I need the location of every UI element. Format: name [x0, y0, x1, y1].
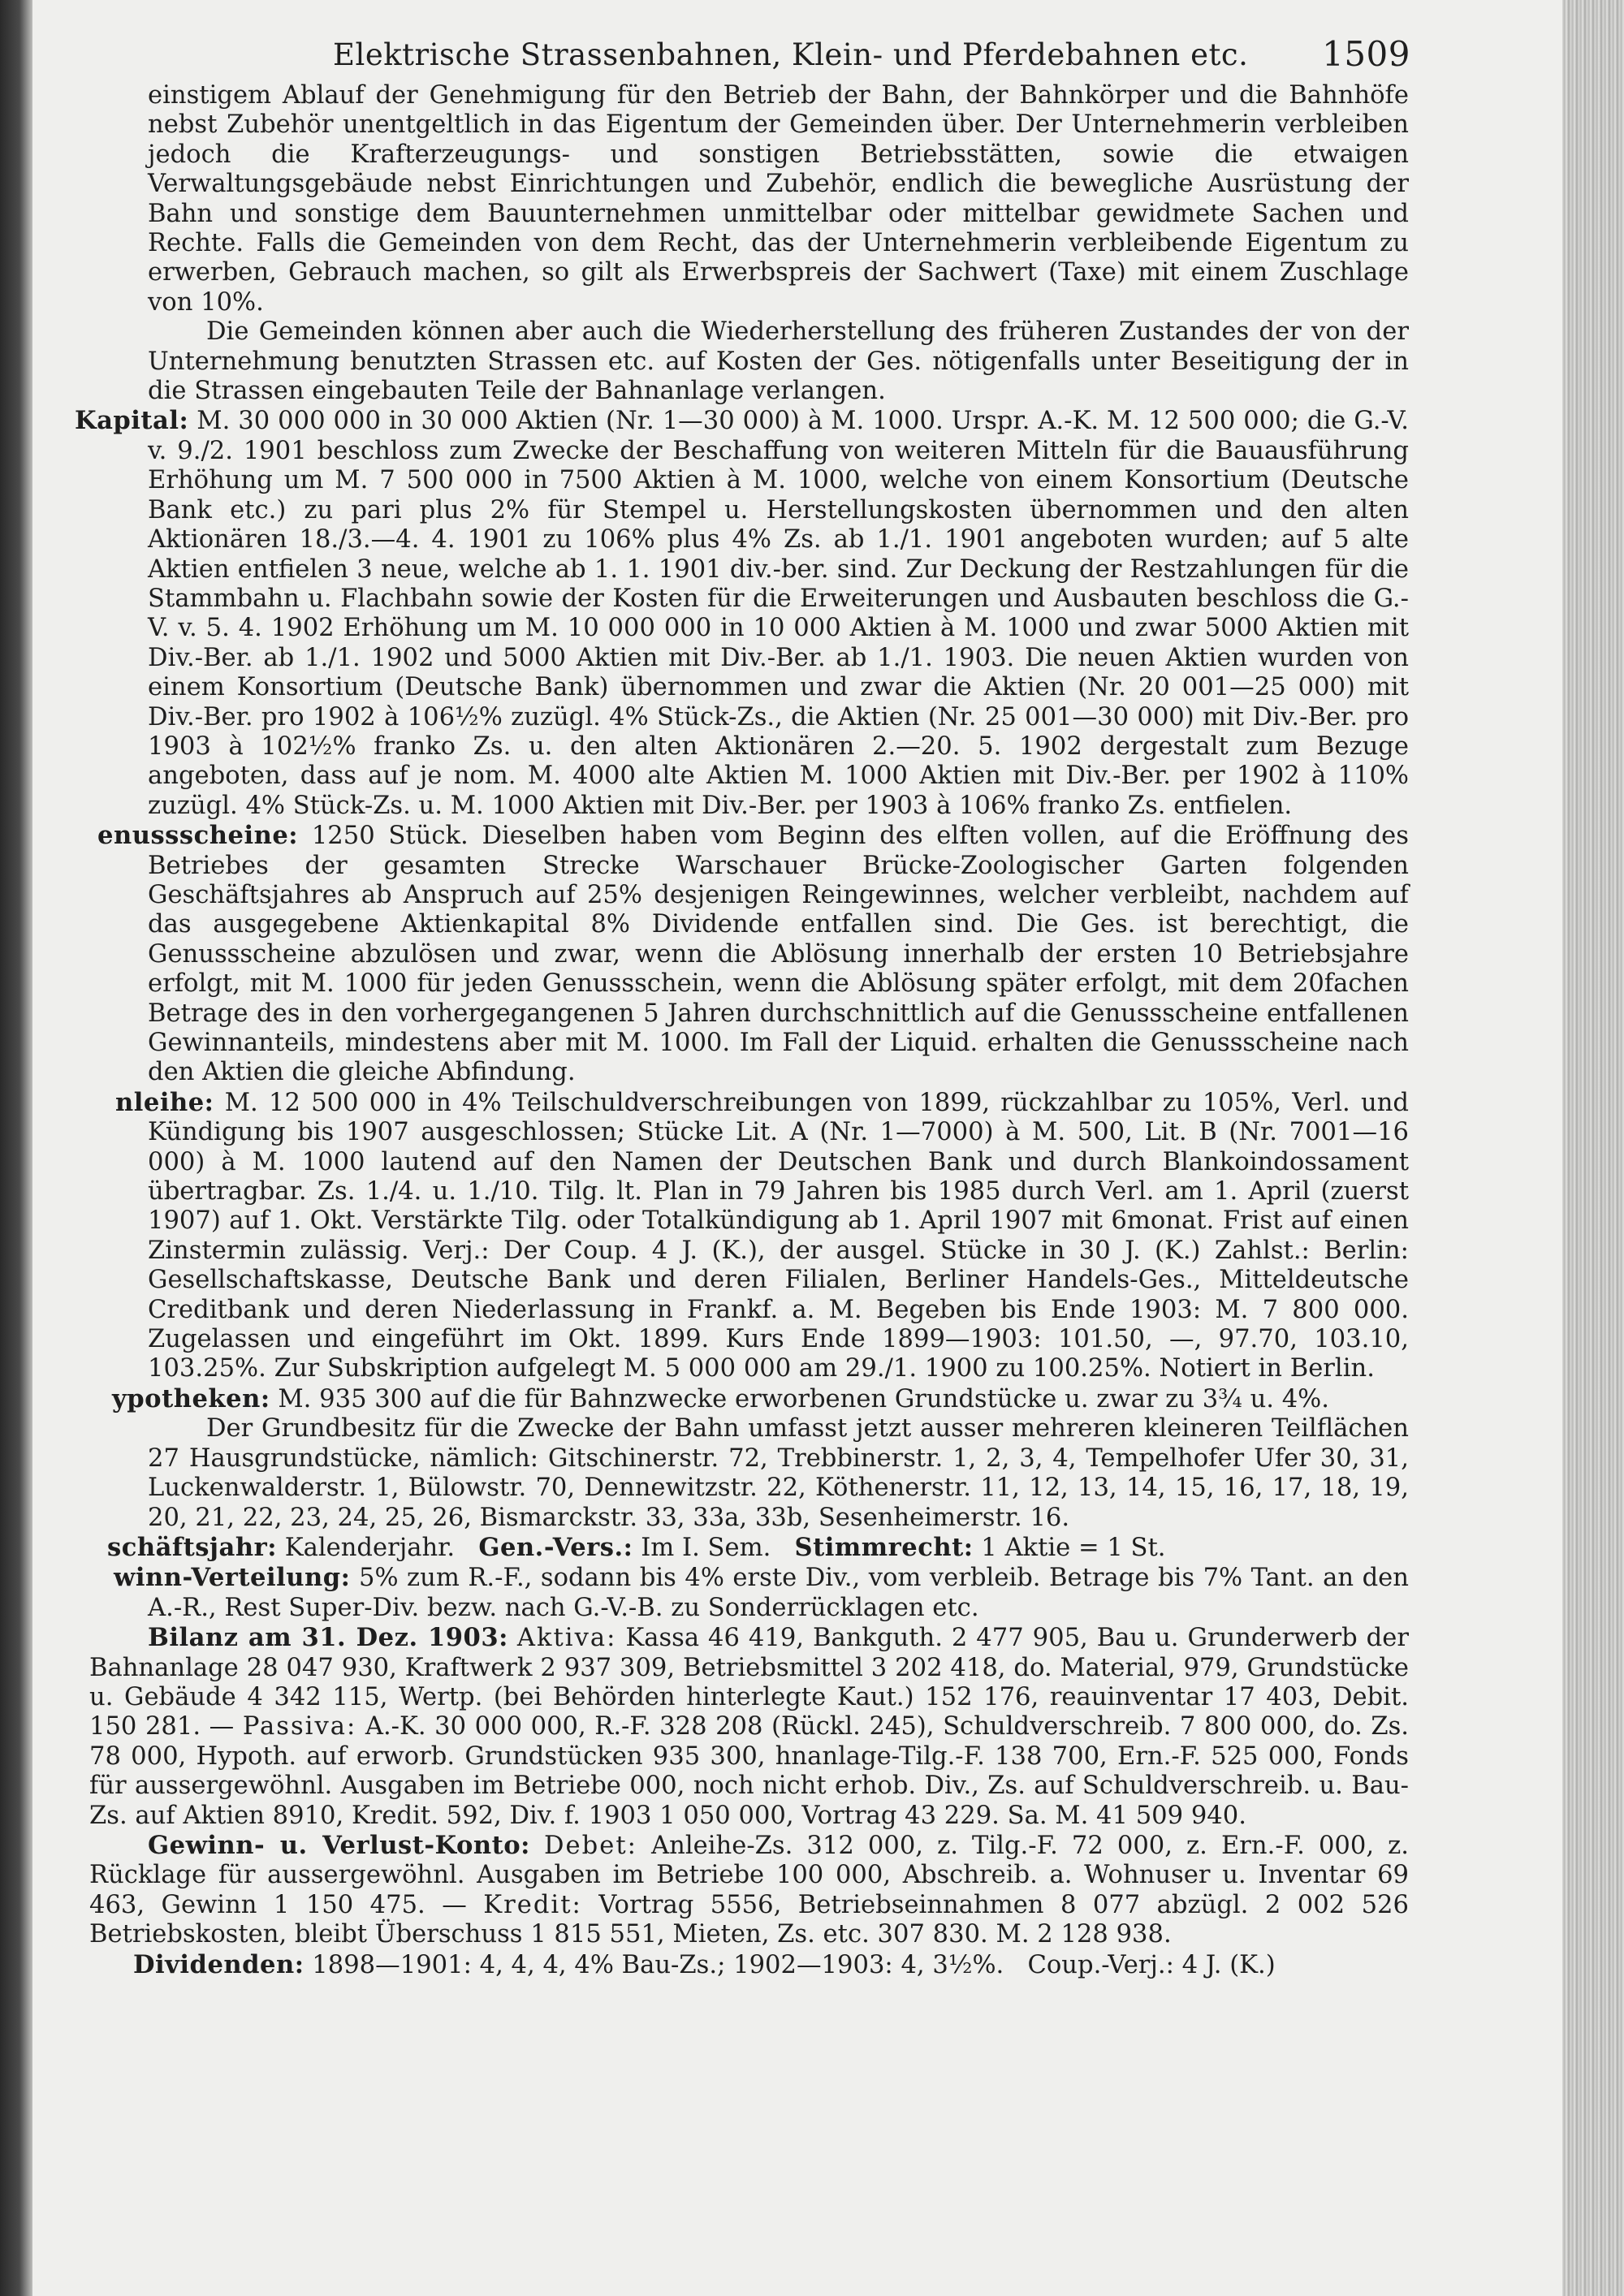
debet-label: Debet:: [544, 1831, 637, 1860]
dividenden-text: 1898—1901: 4, 4, 4, 4% Bau-Zs.; 1902—1903: 4, 3½%.: [312, 1950, 1004, 1979]
stimmrecht-text: 1 Aktie = 1 St.: [981, 1533, 1166, 1562]
section-bilanz: [89, 1623, 1409, 1831]
gewinn-verlust-label: Gewinn- u. Verlust-Konto:: [148, 1830, 530, 1860]
section-genussscheine: [89, 821, 1409, 1088]
hypotheken-text: M. 935 300 auf die für Bahnzwecke erworbenen Grundstücke u. zwar zu 3¾ u. 4%.: [278, 1384, 1329, 1413]
coupon-verjaehrung: Coup.-Verj.: 4 J. (K.): [1027, 1950, 1276, 1979]
debet-text: Anleihe-Zs. 312 000, z. Tilg.-F. 72 000, z. Ern.-F. 000, z. Rücklage für aussergewöhnl. Ausgaben im Betriebe 100 000, Abschreib. a. Wohnuser u. Inventar 69 463, Gewinn 1 150 475. —: [89, 1831, 1409, 1919]
book-spine-right: [1562, 0, 1624, 2296]
section-dividenden: [89, 1950, 1409, 1980]
kredit-label: Kredit:: [483, 1890, 582, 1919]
geschaeftsjahr-text: Kalenderjahr.: [284, 1533, 456, 1562]
page-header: [89, 32, 1409, 81]
kapital-label: Kapital:: [75, 406, 189, 436]
section-kapital: [75, 406, 1410, 821]
anleihe-label: nleihe:: [115, 1087, 214, 1117]
section-anleihe: [89, 1088, 1409, 1384]
kredit-text: Vortrag 5556, Betriebseinnahmen 8 077 abzügl. 2 002 526 Betriebskosten, bleibt Überschuss 1 815 551, Mieten, Zs. etc. 307 830. M. 2 128 938.: [89, 1890, 1409, 1949]
running-title: Elektrische Strassenbahnen, Klein- und Pferdebahnen etc.: [333, 37, 1249, 72]
paragraph-concession: einstigem Ablauf der Genehmigung für den Betrieb der Bahn, der Bahnkörper und die Bahnhöfe nebst Zubehör unentgeltlich in das Eigentum der Gemeinden über. Der Unternehmerin verbleiben jedoch die Krafterzeugungs- und sonstigen Betriebsstätten, sowie die etwaigen Verwaltungsgebäude nebst Einrichtungen und Zubehör, endlich die bewegliche Ausrüstung der Bahn und sonstige dem Bauunternehmen unmittelbar oder mittelbar gewidmete Sachen und Rechte. Falls die Gemeinden von dem Recht, das der Unternehmerin verbleibende Eigentum zu erwerben, Gebrauch machen, so gilt als Erwerbspreis der Sachwert (Taxe) mit einem Zuschlage von 10%.: [148, 81, 1409, 317]
body-text: [75, 81, 1410, 1980]
aktiva-label: Aktiva:: [516, 1624, 617, 1653]
section-geschaeftsjahr: [89, 1533, 1409, 1563]
kapital-text: M. 30 000 000 in 30 000 Aktien (Nr. 1—30 000) à M. 1000. Urspr. A.-K. M. 12 500 000; die G.-V. v. 9./2. 1901 beschloss zum Zwecke der Beschaffung von weiteren Mitteln für die Bauausführung Erhöhung um M. 7 500 000 in 7500 Aktien à M. 1000, welche von einem Konsortium (Deutsche Bank etc.) zu pari plus 2% für Stempel u. Herstellungskosten übernommen und den alten Aktionären 18./3.—4. 4. 1901 zu 106% plus 4% Zs. ab 1./1. 1901 angeboten wurden; auf 5 alte Aktien entfielen 3 neue, welche ab 1. 1. 1901 div.-ber. sind. Zur Deckung der Restzahlungen für die Stammbahn u. Flachbahn sowie der Kosten für die Erweiterungen und Ausbauten beschloss die G.-V. v. 5. 4. 1902 Erhöhung um M. 10 000 000 in 10 000 Aktien à M. 1000 und zwar 5000 Aktien mit Div.-Ber. ab 1./1. 1902 und 5000 Aktien mit Div.-Ber. ab 1./1. 1903. Die neuen Aktien wurden von einem Konsortium (Deutsche Bank) übernommen und zwar die Aktien (Nr. 20 001—25 000) mit Div.-Ber. pro 1902 à 106½% zuzügl. 4% Stück-Zs., die Aktien (Nr. 25 001—30 000) mit Div.-Ber. pro 1903 à 102½% franko Zs. u. den alten Aktionären 2.—20. 5. 1902 dergestalt zum Bezuge angeboten, dass auf je nom. M. 4000 alte Aktien M. 1000 Aktien mit Div.-Ber. per 1902 à 110% zuzügl. 4% Stück-Zs. u. M. 1000 Aktien mit Div.-Ber. per 1903 à 106% franko Zs. entfielen.: [148, 407, 1410, 820]
gen-vers-text: Im I. Sem.: [641, 1533, 771, 1562]
gewinnverteilung-text: 5% zum R.-F., sodann bis 4% erste Div., vom verbleib. Betrage bis 7% Tant. an den A.-R., Rest Super-Div. bezw. nach G.-V.-B. zu Sonderrücklagen etc.: [148, 1564, 1409, 1622]
section-gewinnverteilung: [89, 1563, 1409, 1623]
geschaeftsjahr-label: schäftsjahr:: [107, 1532, 277, 1562]
paragraph-gemeinden: Die Gemeinden können aber auch die Wiederherstellung des früheren Zustandes der von der Unternehmung benutzten Strassen etc. auf Kosten der Ges. nötigenfalls unter Beseitigung der in die Strassen eingebauten Teile der Bahnanlage verlangen.: [148, 317, 1409, 406]
genussscheine-label: enussscheine:: [97, 821, 299, 851]
paragraph-grundbesitz: Der Grundbesitz für die Zwecke der Bahn umfasst jetzt ausser mehreren kleineren Teilflächen 27 Hausgrundstücke, nämlich: Gitschinerstr. 72, Trebbinerstr. 1, 2, 3, 4, Tempelhofer Ufer 30, 31, Luckenwalderstr. 1, Bülowstr. 70, Dennewitzstr. 22, Köthenerstr. 11, 12, 13, 14, 15, 16, 17, 18, 19, 20, 21, 22, 23, 24, 25, 26, Bismarckstr. 33, 33a, 33b, Sesenheimerstr. 16.: [148, 1414, 1409, 1532]
passiva-text: A.-K. 30 000 000, R.-F. 328 208 (Rückl. 245), Schuldverschreib. 7 800 000, do. Zs. 78 000, Hypoth. auf erworb. Grundstücken 935 300, hnanlage-Tilg.-F. 138 700, Ern.-F. 525 000, Fonds für aussergewöhnl. Ausgaben im Betriebe 000, noch nicht erhob. Div., Zs. auf Schuldverschreib. u. Bau-Zs. auf Aktien 8910, Kredit. 592, Div. f. 1903 1 050 000, Vortrag 43 229. Sa. M. 41 509 940.: [89, 1712, 1410, 1830]
stimmrecht-label: Stimmrecht:: [794, 1532, 974, 1562]
passiva-label: Passiva:: [242, 1712, 357, 1741]
gewinnverteilung-label: winn-Verteilung:: [114, 1563, 351, 1593]
bilanz-label: Bilanz am 31. Dez. 1903:: [148, 1623, 508, 1653]
dividenden-label: Dividenden:: [133, 1949, 304, 1979]
book-spine-left: [0, 0, 32, 2296]
page-number: 1509: [1322, 34, 1410, 74]
hypotheken-label: ypotheken:: [112, 1383, 270, 1413]
section-hypotheken: [89, 1384, 1409, 1414]
anleihe-text: M. 12 500 000 in 4% Teilschuldverschreibungen von 1899, rückzahlbar zu 105%, Verl. und Kündigung bis 1907 ausgeschlossen; Stücke Lit. A (Nr. 1—7000) à M. 500, Lit. B (Nr. 7001—16 000) à M. 1000 lautend auf den Namen der Deutschen Bank und durch Blankoindossament übertragbar. Zs. 1./4. u. 1./10. Tilg. lt. Plan in 79 Jahren bis 1985 durch Verl. am 1. April (zuerst 1907) auf 1. Okt. Verstärkte Tilg. oder Totalkündigung ab 1. April 1907 mit 6monat. Frist auf einen Zinstermin zulässig. Verj.: Der Coup. 4 J. (K.), der ausgel. Stücke in 30 J. (K.) Zahlst.: Berlin: Gesellschaftskasse, Deutsche Bank und deren Filialen, Berliner Handels-Ges., Mitteldeutsche Creditbank und deren Niederlassung in Frankf. a. M. Begeben bis Ende 1903: M. 7 800 000. Zugelassen und eingeführt im Okt. 1899. Kurs Ende 1899—1903: 101.50, —, 97.70, 103.10, 103.25%. Zur Subskription aufgelegt M. 5 000 000 am 29./1. 1900 zu 100.25%. Notiert in Berlin.: [148, 1088, 1409, 1383]
document-page: [75, 32, 1410, 2273]
gen-vers-label: Gen.-Vers.:: [478, 1532, 633, 1562]
section-gewinn-verlust: [89, 1831, 1409, 1950]
genussscheine-text: 1250 Stück. Dieselben haben vom Beginn des elften vollen, auf die Eröffnung des Betriebes der gesamten Strecke Warschauer Brücke-Zoologischer Garten folgenden Geschäftsjahres ab Anspruch auf 25% desjenigen Reingewinnes, welcher verbleibt, nachdem auf das ausgegebene Aktienkapital 8% Dividende entfallen sind. Die Ges. ist berechtigt, die Genussscheine abzulösen und zwar, wenn die Ablösung innerhalb der ersten 10 Betriebsjahre erfolgt, mit M. 1000 für jeden Genussschein, wenn die Ablösung später erfolgt, mit dem 20fachen Betrage des in den vorhergegangenen 5 Jahren durchschnittlich auf die Genussscheine entfallenen Gewinnanteils, mindestens aber mit M. 1000. Im Fall der Liquid. erhalten die Genussscheine nach den Aktien die gleiche Abfindung.: [148, 822, 1409, 1087]
aktiva-text: Kassa 46 419, Bankguth. 2 477 905, Bau u. Grunderwerb der Bahnanlage 28 047 930, Kraftwerk 2 937 309, Betriebsmittel 3 202 418, do. Material, 979, Grundstücke u. Gebäude 4 342 115, Wertp. (bei Behörden hinterlegte Kaut.) 152 176, reauinventar 17 403, Debit. 150 281. —: [89, 1624, 1409, 1741]
